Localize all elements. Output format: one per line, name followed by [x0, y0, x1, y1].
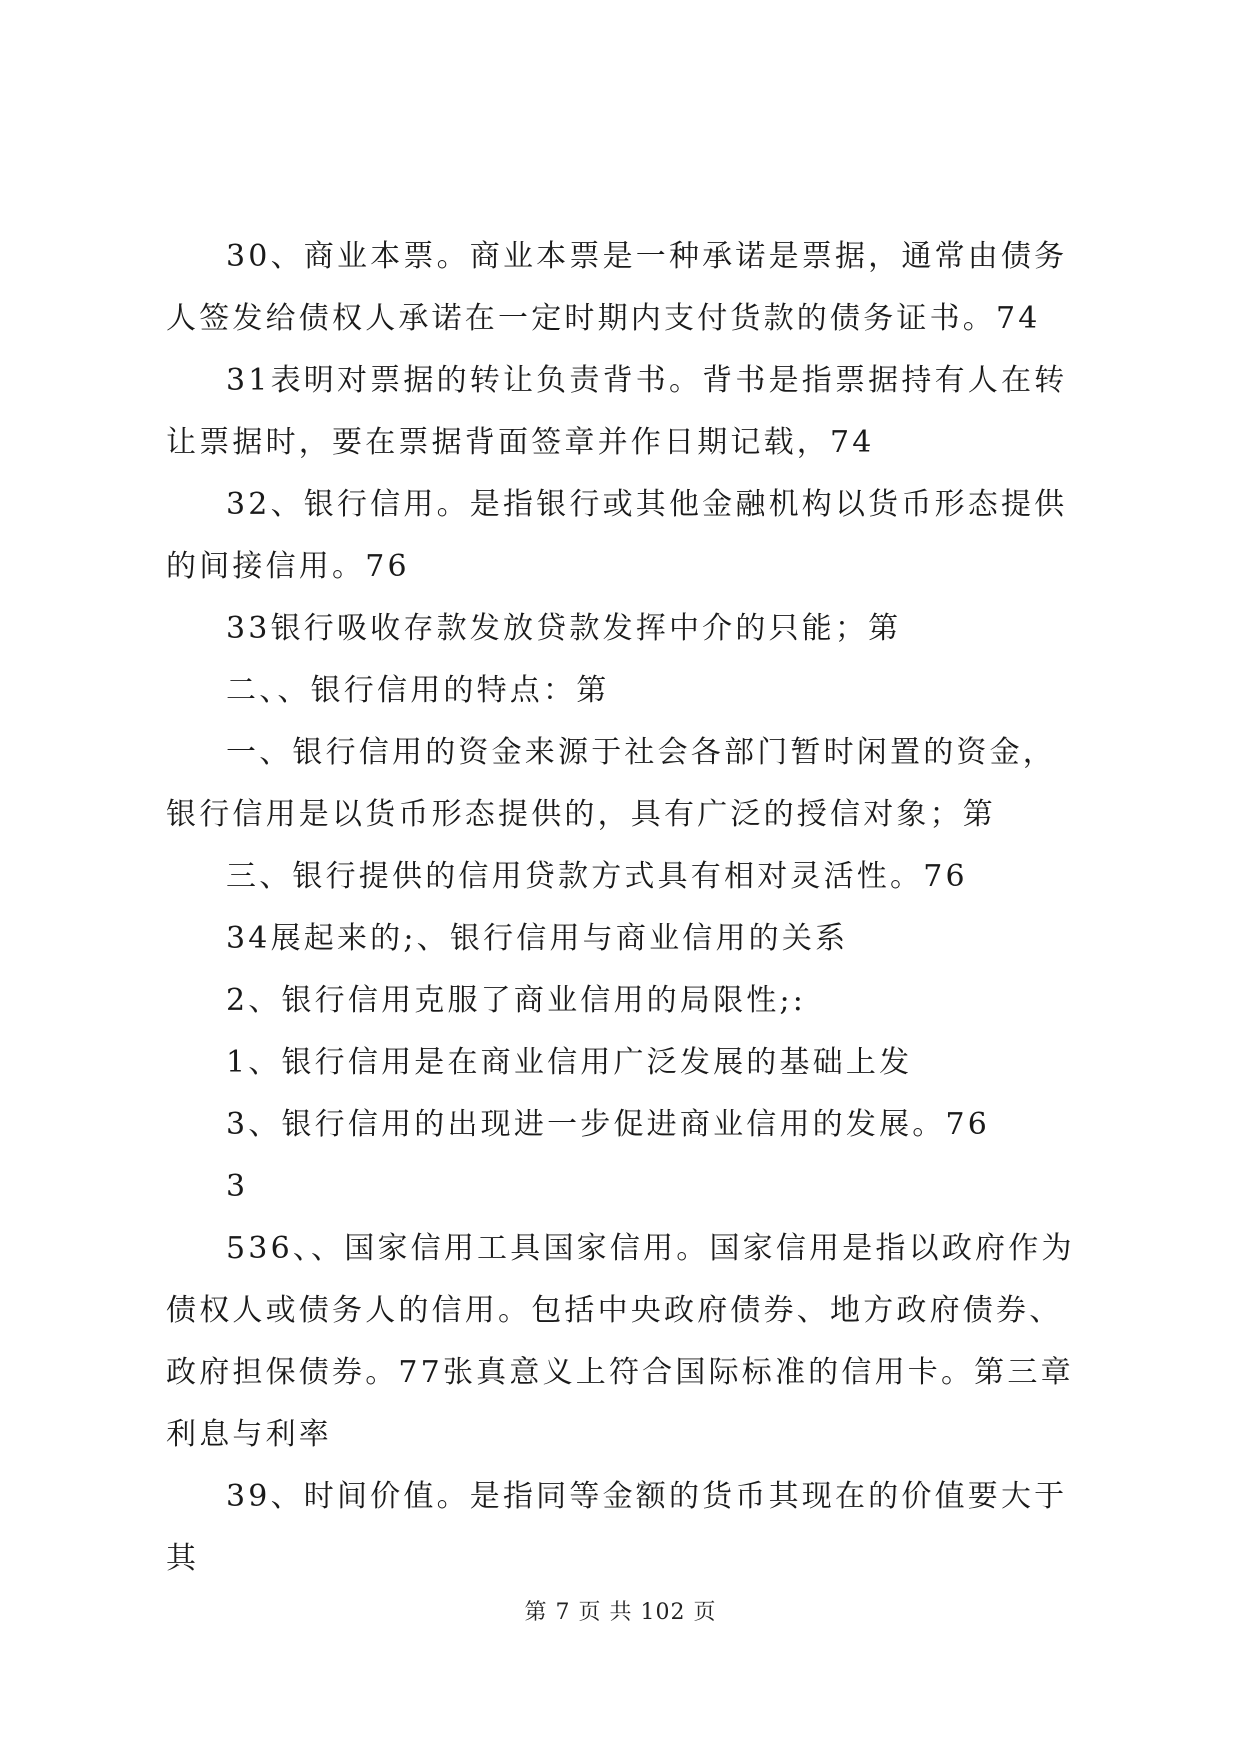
page-footer: 第 7 页 共 102 页 — [524, 1600, 717, 1625]
paragraph-30-commercial-note: 30、商业本票。商业本票是一种承诺是票据，通常由债务人签发给债权人承诺在一定时期内支付货款的债务证书。74 — [166, 239, 1068, 336]
paragraph-relationship-item-1: 1、银行信用是在商业信用广泛发展的基础上发 — [226, 1045, 913, 1080]
paragraph-39-time-value: 39、时间价值。是指同等金额的货币其现在的价值要大于其 — [166, 1479, 1068, 1576]
paragraph-relationship-item-2: 2、银行信用克服了商业信用的局限性;: — [226, 983, 807, 1018]
paragraph-34-relationship: 34展起来的;、银行信用与商业信用的关系 — [226, 921, 849, 956]
paragraph-31-endorsement: 31表明对票据的转让负责背书。背书是指票据持有人在转让票据时，要在票据背面签章并作日期记载，74 — [166, 363, 1068, 460]
paragraph-32-bank-credit: 32、银行信用。是指银行或其他金融机构以货币形态提供的间接信用。76 — [166, 487, 1068, 584]
paragraph-bank-credit-funds: 一、银行信用的资金来源于社会各部门暂时闲置的资金，银行信用是以货币形态提供的，具有广泛的授信对象；第 — [166, 735, 1056, 832]
document-body — [166, 226, 1080, 1590]
paragraph-stray-number: 3 — [226, 1169, 249, 1204]
paragraph-bank-credit-features: 二、、银行信用的特点：第 — [226, 673, 610, 708]
paragraph-33-bank-intermediary: 33银行吸收存款发放贷款发挥中介的只能；第 — [226, 611, 902, 646]
paragraph-relationship-item-3: 3、银行信用的出现进一步促进商业信用的发展。76 — [226, 1107, 991, 1142]
paragraph-36-state-credit: 536、、国家信用工具国家信用。国家信用是指以政府作为债权人或债务人的信用。包括中央政府债券、地方政府债券、政府担保债券。77张真意义上符合国际标准的信用卡。第三章利息与利率 — [166, 1231, 1075, 1452]
paragraph-bank-credit-flexibility: 三、银行提供的信用贷款方式具有相对灵活性。76 — [226, 859, 968, 894]
